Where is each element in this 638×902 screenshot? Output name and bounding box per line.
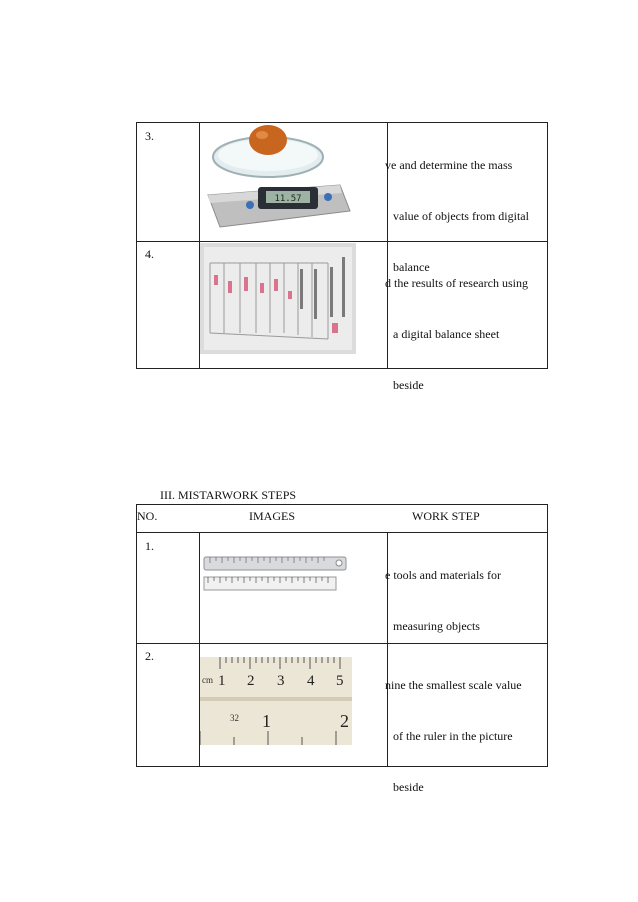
row-number: 2. [145, 649, 154, 663]
row-number: 3. [145, 129, 154, 143]
worksheet-image [200, 243, 356, 354]
step-line: beside [393, 780, 424, 794]
step-line: measuring objects [393, 619, 480, 633]
ruler-closeup-image [200, 657, 352, 745]
ruler-label: 4 [307, 673, 315, 689]
rulers-image [200, 533, 350, 643]
step-line: balance [393, 260, 430, 274]
ruler-label: 3 [277, 673, 285, 689]
step-line: value of objects from digital [393, 209, 529, 223]
table-row [137, 643, 547, 794]
row-number: 1. [145, 539, 154, 553]
table-row [137, 241, 547, 392]
table-upper [136, 122, 548, 392]
ruler-label: 1 [218, 673, 226, 689]
ruler-label: 2 [247, 673, 255, 689]
ruler-label: 1 [262, 711, 271, 731]
step-text [385, 241, 528, 428]
row-number: 4. [145, 247, 154, 261]
column-header-no: NO. [137, 509, 158, 523]
scale-display-readout: 11.57 [274, 194, 302, 204]
ruler-label: 5 [336, 673, 344, 689]
table-row [137, 123, 547, 274]
step-line: ve and determine the mass [385, 158, 513, 172]
step-line: a digital balance sheet [393, 327, 500, 341]
step-line: e tools and materials for [385, 568, 501, 582]
section-heading: III. MISTARWORK STEPS [160, 488, 297, 502]
column-header-work-step: WORK STEP [412, 509, 480, 523]
step-line: beside [393, 378, 424, 392]
table-row [137, 533, 547, 644]
column-header-images: IMAGES [249, 509, 296, 523]
ruler-label: 32 [230, 713, 239, 723]
table-header-row [137, 505, 547, 533]
step-line: nine the smallest scale value [385, 678, 522, 692]
step-line: of the ruler in the picture [393, 729, 513, 743]
ruler-label: 2 [340, 711, 349, 731]
step-text [385, 643, 522, 830]
step-line: d the results of research using [385, 276, 528, 290]
digital-scale-image [200, 123, 356, 228]
table-lower [136, 504, 548, 794]
ruler-label: cm [202, 675, 213, 685]
